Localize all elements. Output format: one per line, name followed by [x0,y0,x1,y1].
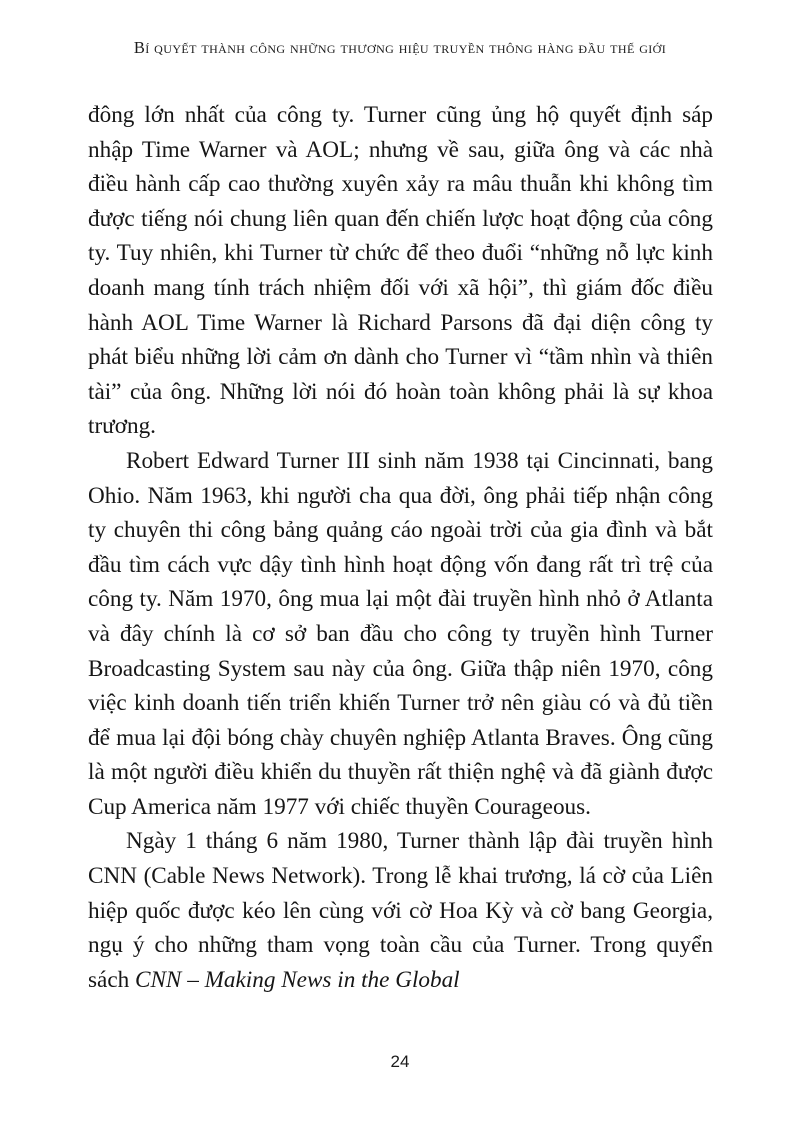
paragraph-3-text: Ngày 1 tháng 6 năm 1980, Turner thành lập đài truyền hình CNN (Cable News Network). Trong lễ khai trương, lá cờ của Liên hiệp quốc được kéo lên cùng với cờ Hoa Kỳ và cờ bang Georgia, ngụ ý cho những tham vọng toàn cầu của Turner. Trong quyển sách [88,828,713,993]
running-header: Bí quyết thành công những thương hiệu truyền thông hàng đầu thế giới [133,38,667,57]
page-number: 24 [390,1052,410,1071]
paragraph-2: Robert Edward Turner III sinh năm 1938 tại Cincinnati, bang Ohio. Năm 1963, khi người cha qua đời, ông phải tiếp nhận công ty chuyên thi công bảng quảng cáo ngoài trời của gia đình và bắt đầu tìm cách vực dậy tình hình hoạt động vốn đang rất trì trệ của công ty. Năm 1970, ông mua lại một đài truyền hình nhỏ ở Atlanta và đây chính là cơ sở ban đầu cho công ty truyền hình Turner Broadcasting System sau này của ông. Giữa thập niên 1970, công việc kinh doanh tiến triển khiến Turner trở nên giàu có và đủ tiền để mua lại đội bóng chày chuyên nghiệp Atlanta Braves. Ông cũng là một người điều khiển du thuyền rất thiện nghệ và đã giành được Cup America năm 1977 với chiếc thuyền Courageous. [88,447,713,820]
book-title-italic: CNN – Making News in the Global [135,966,460,993]
paragraph-1: đông lớn nhất của công ty. Turner cũng ủng hộ quyết định sáp nhập Time Warner và AOL; nhưng về sau, giữa ông và các nhà điều hành cấp cao thường xuyên xảy ra mâu thuẫn khi không tìm được tiếng nói chung liên quan đến chiến lược hoạt động của công ty. Tuy nhiên, khi Turner từ chức để theo đuổi “những nỗ lực kinh doanh mang tính trách nhiệm đối với xã hội”, thì giám đốc điều hành AOL Time Warner là Richard Parsons đã đại diện công ty phát biểu những lời cảm ơn dành cho Turner vì “tầm nhìn và thiên tài” của ông. Những lời nói đó hoàn toàn không phải là sự khoa trương. [88,102,713,440]
paragraph-3 [88,824,713,997]
body-text-block [88,98,713,997]
